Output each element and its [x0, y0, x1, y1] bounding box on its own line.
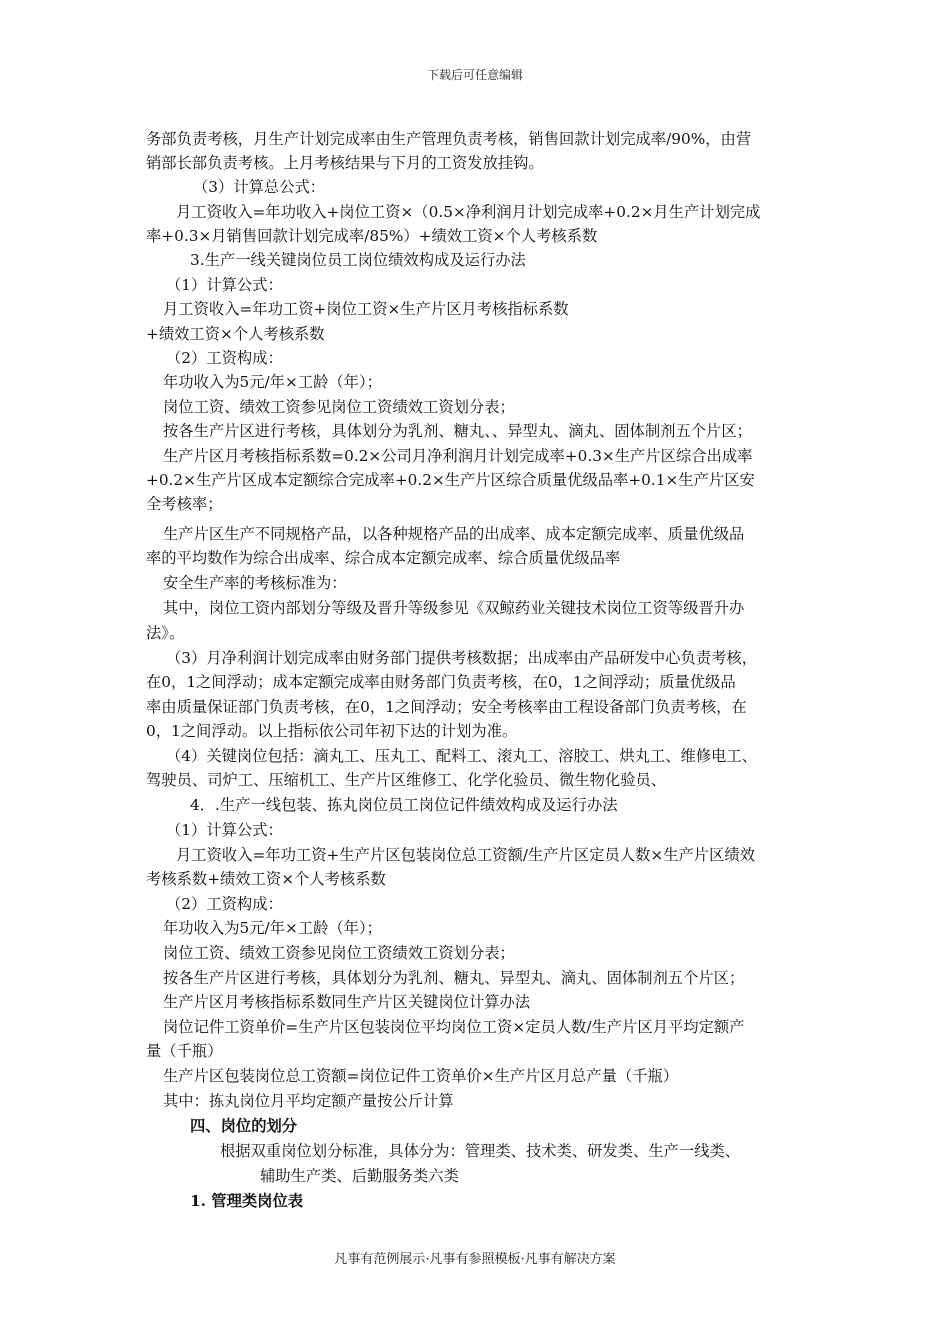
body-line: （3）月净利润计划完成率由财务部门提供考核数据；出成率由产品研发中心负责考核， [166, 649, 758, 667]
page-header: 下载后可任意编辑 [426, 68, 523, 82]
body-line: 率由质量保证部门负责考核，在0，1之间浮动；安全考核率由工程设备部门负责考核，在 [146, 698, 747, 716]
body-line: 率的平均数作为综合出成率、综合成本定额完成率、综合质量优级品率 [146, 549, 621, 567]
body-line: 按各生产片区进行考核，具体划分为乳剂、糖丸、异型丸、滴丸、固体制剂五个片区； [163, 969, 745, 987]
body-line: 月工资收入=年功工资+岗位工资×生产片区月考核指标系数 [163, 300, 569, 318]
body-line: 辅助生产类、后勤服务类六类 [260, 1167, 459, 1185]
page-footer: 凡事有范例展示·凡事有参照模板·凡事有解决方案 [334, 1252, 616, 1267]
body-line: 其中，岗位工资内部划分等级及晋升等级参见《双鲸药业关键技术岗位工资等级晋升办 [163, 599, 745, 617]
body-line: 年功收入为5元/年×工龄（年）； [163, 919, 382, 937]
body-line: 按各生产片区进行考核，具体划分为乳剂、糖丸、、异型丸、滴丸、固体制剂五个片区； [163, 422, 752, 440]
body-line: 销部长部负责考核。上月考核结果与下月的工资发放挂钩。 [146, 154, 544, 172]
body-line: （4）关键岗位包括：滴丸工、压丸工、配料工、滚丸工、溶胶工、烘丸工、维修电工、 [166, 747, 758, 765]
body-line: +绩效工资×个人考核系数 [146, 325, 325, 343]
section-heading: 4．.生产一线包装、拣丸岗位员工岗位记件绩效构成及运行办法 [190, 796, 618, 814]
body-line: 务部负责考核，月生产计划完成率由生产管理负责考核，销售回款计划完成率/90%，由营 [146, 130, 752, 148]
body-line: 率+0.3×月销售回款计划完成率/85%）+绩效工资×个人考核系数 [146, 227, 598, 245]
body-line: 0，1之间浮动。以上指标依公司年初下达的计划为准。 [146, 722, 518, 740]
chapter-heading: 四、岗位的划分 [190, 1117, 298, 1135]
body-line: （2）工资构成： [166, 895, 283, 913]
body-line: 生产片区生产不同规格产品，以各种规格产品的出成率、成本定额完成率、质量优级品 [163, 525, 745, 543]
body-line: 岗位工资、绩效工资参见岗位工资绩效工资划分表； [163, 944, 515, 962]
body-line: 月工资收入=年功工资+生产片区包装岗位总工资额/生产片区定员人数×生产片区绩效 [176, 846, 755, 864]
body-line: +0.2×生产片区成本定额综合完成率+0.2×生产片区综合质量优级品率+0.1×生产片区安 [146, 471, 755, 489]
body-line: 其中：拣丸岗位月平均定额产量按公斤计算 [163, 1092, 454, 1110]
body-line: （1）计算公式： [166, 276, 283, 294]
body-line: 量（千瓶） [146, 1042, 223, 1060]
body-line: 生产片区包装岗位总工资额=岗位记件工资单价×生产片区月总产量（千瓶） [163, 1067, 679, 1085]
body-line: 岗位工资、绩效工资参见岗位工资绩效工资划分表； [163, 398, 515, 416]
body-line: 驾驶员、司炉工、压缩机工、生产片区维修工、化学化验员、微生物化验员、 [146, 771, 667, 789]
body-line: 根据双重岗位划分标准，具体分为：管理类、技术类、研发类、生产一线类、 [220, 1142, 741, 1160]
body-line: （1）计算公式： [166, 821, 283, 839]
section-heading: 3.生产一线关键岗位员工岗位绩效构成及运行办法 [190, 251, 526, 269]
subsection-heading: 1. 管理类岗位表 [190, 1192, 304, 1210]
body-line: 年功收入为5元/年×工龄（年）； [163, 373, 382, 391]
body-line: 月工资收入=年功收入+岗位工资×（0.5×净利润月计划完成率+0.2×月生产计划完成 [176, 203, 761, 221]
body-line: 岗位记件工资单价=生产片区包装岗位平均岗位工资×定员人数/生产片区月平均定额产 [163, 1018, 745, 1036]
body-line: 在0，1之间浮动；成本定额完成率由财务部门负责考核，在0，1之间浮动；质量优级品 [146, 673, 736, 691]
body-line: 安全生产率的考核标准为： [163, 574, 347, 592]
body-line: （3）计算总公式： [193, 178, 326, 196]
body-line: 考核系数+绩效工资×个人考核系数 [146, 870, 386, 888]
body-line: 生产片区月考核指标系数=0.2×公司月净利润月计划完成率+0.3×生产片区综合出成率 [163, 447, 753, 465]
body-line: 法》。 [146, 624, 185, 642]
body-line: 全考核率； [146, 495, 223, 513]
body-line: 生产片区月考核指标系数同生产片区关键岗位计算办法 [163, 993, 531, 1011]
body-line: （2）工资构成： [166, 349, 283, 367]
